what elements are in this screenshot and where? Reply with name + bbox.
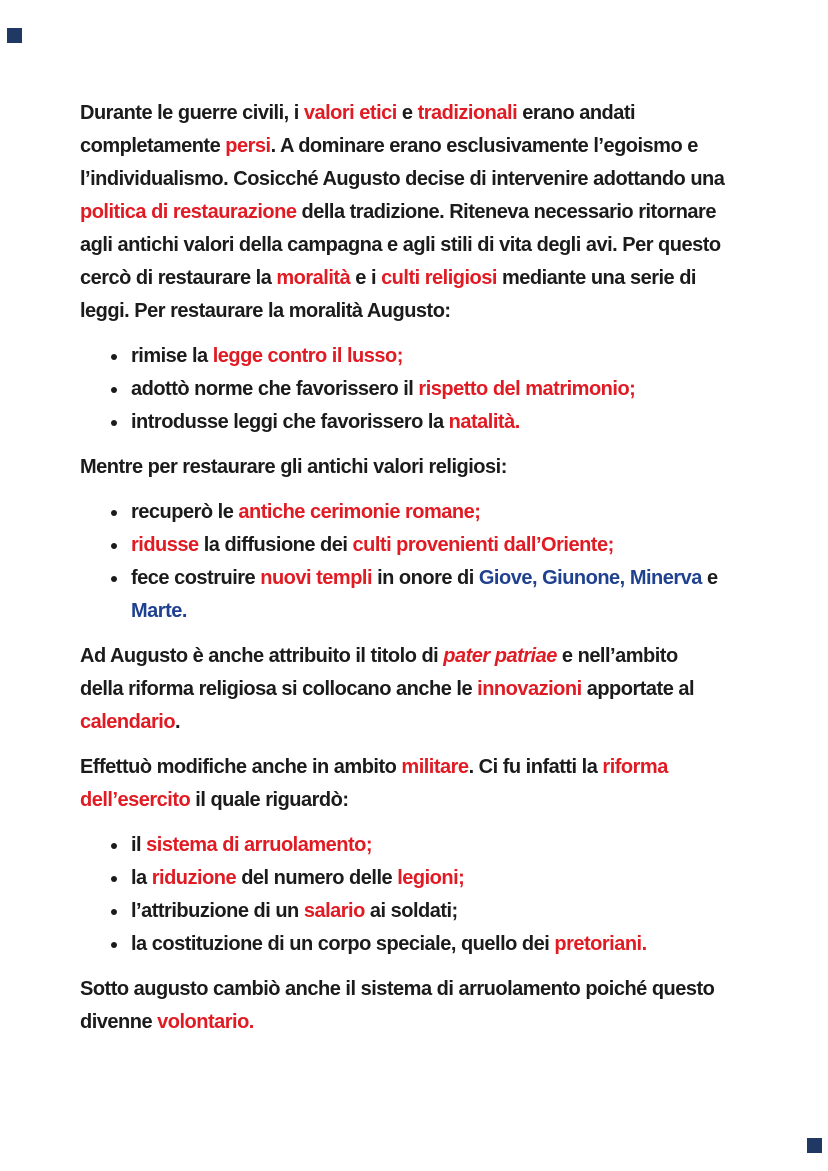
list-item xyxy=(129,895,766,928)
text-line xyxy=(131,529,766,562)
text-line xyxy=(80,751,766,784)
text-line xyxy=(131,895,766,928)
text-run: dell’esercito xyxy=(80,789,191,811)
text-run: Durante le guerre civili, i xyxy=(80,102,304,124)
text-run: antiche cerimonie romane; xyxy=(238,501,481,523)
text-run: in onore di xyxy=(372,567,479,589)
text-line xyxy=(131,862,766,895)
text-run: . xyxy=(175,711,181,733)
text-run: l’individualismo. Cosicché Augusto decise di intervenire adottando una xyxy=(80,168,725,190)
list-item xyxy=(129,373,766,406)
paragraph xyxy=(80,640,766,739)
text-line xyxy=(80,1006,766,1039)
text-run: e xyxy=(396,102,418,124)
text-run: nuovi templi xyxy=(260,567,373,589)
text-run: Giove, xyxy=(478,567,538,589)
text-run: legge contro il lusso; xyxy=(212,345,403,367)
text-run: pater patriae xyxy=(443,645,557,667)
text-run: valori etici xyxy=(303,102,397,124)
list-item xyxy=(129,562,766,628)
text-run: innovazioni xyxy=(477,678,582,700)
text-line xyxy=(131,595,766,628)
text-run: recuperò le xyxy=(131,501,239,523)
text-run: salario xyxy=(303,900,365,922)
text-run: della tradizione. Riteneva necessario ritornare xyxy=(296,201,716,223)
list-item xyxy=(129,862,766,895)
text-line xyxy=(80,451,766,484)
text-line xyxy=(80,229,766,262)
text-run: . Ci fu infatti la xyxy=(468,756,603,778)
text-run: leggi. Per restaurare la moralità Augusto: xyxy=(80,300,451,322)
text-run: rispetto del matrimonio; xyxy=(418,378,636,400)
bullet-list xyxy=(80,496,766,628)
text-run: erano andati xyxy=(517,102,636,124)
text-run: e xyxy=(701,567,718,589)
text-line xyxy=(131,496,766,529)
corner-mark-bottom-right xyxy=(807,1138,822,1153)
text-run: pretoriani. xyxy=(554,933,647,955)
text-run: del numero delle xyxy=(236,867,398,889)
text-run: fece costruire xyxy=(131,567,261,589)
text-run: rimise la xyxy=(131,345,213,367)
text-line xyxy=(80,640,766,673)
text-run: Sotto augusto cambiò anche il sistema di arruolamento poiché questo xyxy=(80,978,715,1000)
text-run: Giunone, xyxy=(542,567,625,589)
text-line xyxy=(80,295,766,328)
list-item xyxy=(129,340,766,373)
paragraph xyxy=(80,451,766,484)
text-line xyxy=(131,829,766,862)
paragraph xyxy=(80,973,766,1039)
text-run: il quale riguardò: xyxy=(190,789,349,811)
text-line xyxy=(80,130,766,163)
text-run: natalità. xyxy=(448,411,520,433)
text-run: ridusse xyxy=(131,534,199,556)
list-item xyxy=(129,928,766,961)
text-run: culti provenienti dall’Oriente; xyxy=(352,534,614,556)
text-run: culti religiosi xyxy=(381,267,497,289)
text-line xyxy=(80,262,766,295)
text-run: ai soldati; xyxy=(364,900,458,922)
paragraph xyxy=(80,97,766,328)
text-line xyxy=(131,406,766,439)
text-run: politica di restaurazione xyxy=(80,201,297,223)
list-item xyxy=(129,496,766,529)
list-item xyxy=(129,529,766,562)
text-run: calendario xyxy=(80,711,176,733)
text-run: Effettuò modifiche anche in ambito xyxy=(80,756,402,778)
text-run: apportate al xyxy=(581,678,695,700)
list-item xyxy=(129,829,766,862)
text-run: riforma xyxy=(602,756,668,778)
corner-mark-top-left xyxy=(7,28,22,43)
text-line xyxy=(131,928,766,961)
text-run: cercò di restaurare la xyxy=(80,267,277,289)
text-run: agli antichi valori della campagna e agli stili di vita degli avi. Per questo xyxy=(80,234,721,256)
text-run: la diffusione dei xyxy=(198,534,353,556)
text-run: e i xyxy=(350,267,382,289)
text-run: Marte. xyxy=(131,600,187,622)
text-run: la xyxy=(131,867,152,889)
text-run: la costituzione di un corpo speciale, quello dei xyxy=(131,933,555,955)
paragraph xyxy=(80,751,766,817)
text-line xyxy=(131,562,766,595)
text-run: e nell’ambito xyxy=(556,645,678,667)
text-run: volontario. xyxy=(157,1011,254,1033)
text-run: Ad Augusto è anche attribuito il titolo di xyxy=(80,645,444,667)
text-line xyxy=(131,340,766,373)
document-content xyxy=(80,97,766,1039)
text-line xyxy=(80,973,766,1006)
text-line xyxy=(80,673,766,706)
text-run: militare xyxy=(401,756,469,778)
bullet-list xyxy=(80,340,766,439)
text-run: tradizionali xyxy=(417,102,518,124)
text-run: l’attribuzione di un xyxy=(131,900,304,922)
bullet-list xyxy=(80,829,766,961)
text-line xyxy=(80,196,766,229)
text-run: Minerva xyxy=(629,567,702,589)
text-run: legioni; xyxy=(397,867,465,889)
text-run: riduzione xyxy=(151,867,237,889)
text-line xyxy=(131,373,766,406)
text-run: adottò norme che favorissero il xyxy=(131,378,419,400)
text-run: introdusse leggi che favorissero la xyxy=(131,411,449,433)
text-line xyxy=(80,706,766,739)
text-line xyxy=(80,97,766,130)
text-run: Mentre per restaurare gli antichi valori religiosi: xyxy=(80,456,507,478)
text-run: il xyxy=(131,834,147,856)
text-run: moralità xyxy=(276,267,351,289)
list-item xyxy=(129,406,766,439)
text-run: della riforma religiosa si collocano anche le xyxy=(80,678,478,700)
text-run: sistema di arruolamento; xyxy=(146,834,373,856)
text-line xyxy=(80,784,766,817)
text-run: mediante una serie di xyxy=(496,267,696,289)
text-run: persi xyxy=(225,135,271,157)
text-run: . A dominare erano esclusivamente l’egoismo e xyxy=(270,135,698,157)
text-run: divenne xyxy=(80,1011,158,1033)
text-line xyxy=(80,163,766,196)
text-run: completamente xyxy=(80,135,226,157)
